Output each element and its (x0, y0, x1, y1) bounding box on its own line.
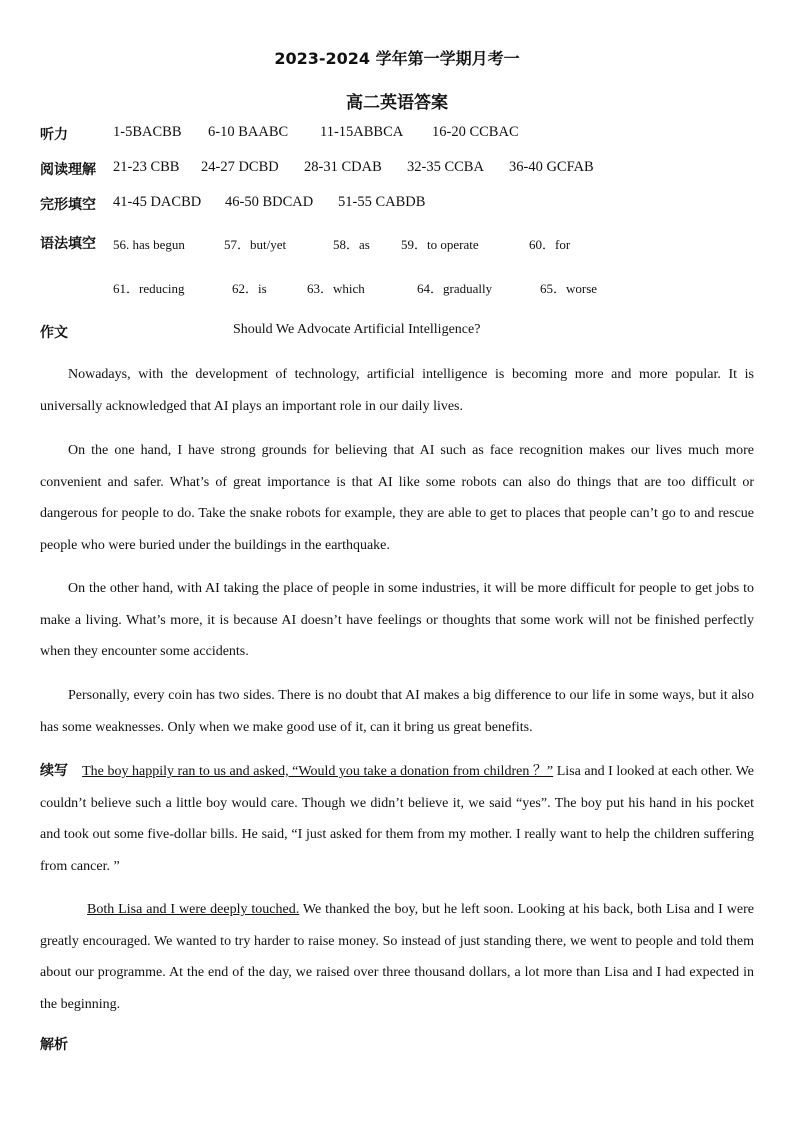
answer-group: 51-55 CABDB (338, 194, 426, 210)
grammar-label: 语法填空 (40, 236, 96, 252)
answer-item: 59．to operate (401, 237, 479, 252)
essay-paragraph: Nowadays, with the development of technology, artificial intelligence is becoming more and more popular. It is universally acknowledged that AI plays an important role in our daily lives. (40, 367, 754, 414)
answer-item: 63．which (307, 281, 365, 296)
answer-group: 41-45 DACBD (113, 194, 202, 210)
continuation-opening-sentence: Both Lisa and I were deeply touched. (87, 902, 300, 917)
answer-group: 24-27 DCBD (201, 159, 279, 175)
cloze-label: 完形填空 (40, 197, 96, 213)
grammar-answers-row1 (113, 234, 570, 253)
answer-item: 65．worse (540, 281, 598, 296)
continuation-paragraph-2 (40, 894, 754, 1020)
answer-item: 58．as (333, 237, 370, 252)
answer-group: 6-10 BAABC (208, 124, 289, 140)
essay-paragraph: On the other hand, with AI taking the place of people in some industries, it will be more difficult for people to get jobs to make a living. What’s more, it is because AI doesn’t have feelings or thoughts that some work will not be finished perfectly when they encounter some accidents. (40, 581, 754, 659)
answer-item: 57．but/yet (224, 237, 287, 252)
continuation-paragraph-1 (40, 756, 754, 882)
essay-paragraph: On the one hand, I have strong grounds for believing that AI such as face recognition makes our lives much more convenient and safer. What’s of great importance is that AI like some robots can also do things that are too difficult or dangerous for people to do. Take the snake robots for example, they are able to get to places that people can’t go to and rescue people who were buried under the buildings in the earthquake. (40, 443, 754, 553)
reading-label: 阅读理解 (40, 162, 96, 178)
answer-item: 61．reducing (113, 281, 185, 296)
answer-item: 56. has begun (113, 237, 185, 252)
answer-group: 1-5BACBB (113, 124, 182, 140)
answer-item: 60．for (529, 237, 571, 252)
answer-group: 11-15ABBCA (320, 124, 404, 140)
answer-group: 36-40 GCFAB (509, 159, 594, 175)
continuation-label: 续写 (40, 763, 69, 779)
listening-answers (113, 124, 519, 141)
essay-title: Should We Advocate Artificial Intelligence? (233, 322, 481, 337)
answer-group: 46-50 BDCAD (225, 194, 314, 210)
answer-group: 28-31 CDAB (304, 159, 382, 175)
continuation-text: We thanked the boy, but he left soon. Looking at his back, both Lisa and I were greatly encouraged. We wanted to try harder to raise money. So instead of just standing there, we went to people and told them about our programme. At the end of the day, we raised over three thousand dollars, a lot more than Lisa and I had expected in the beginning. (40, 902, 754, 1012)
listening-label: 听力 (40, 127, 68, 143)
grammar-answers-row2 (113, 278, 597, 297)
cloze-answers (113, 194, 425, 211)
answer-group: 21-23 CBB (113, 159, 180, 175)
answer-item: 64．gradually (417, 281, 493, 296)
page-subtitle: 高二英语答案 (346, 93, 448, 113)
analysis-label: 解析 (40, 1037, 68, 1053)
answer-group: 32-35 CCBA (407, 159, 484, 175)
essay-label: 作文 (40, 325, 68, 341)
essay-paragraph: Personally, every coin has two sides. There is no doubt that AI makes a big difference to our life in some ways, but it also has some weaknesses. Only when we make good use of it, can it bring us great benefits. (40, 688, 754, 735)
answer-group: 16-20 CCBAC (432, 124, 519, 140)
continuation-opening-sentence: The boy happily ran to us and asked, “Would you take a donation from children ？” (82, 764, 554, 779)
continuation-text: Lisa and I looked at each other. We couldn’t believe such a little boy would care. Though we didn’t believe it, we said “yes”. The boy put his hand in his pocket and took out some five-dollar bills. He said, “I just asked for them from my mother. I really want to help the children suffering from cancer. ” (40, 764, 755, 874)
reading-answers (113, 159, 594, 176)
answer-item: 62．is (232, 281, 267, 296)
page-title: 2023-2024 学年第一学期月考一 (274, 49, 520, 68)
